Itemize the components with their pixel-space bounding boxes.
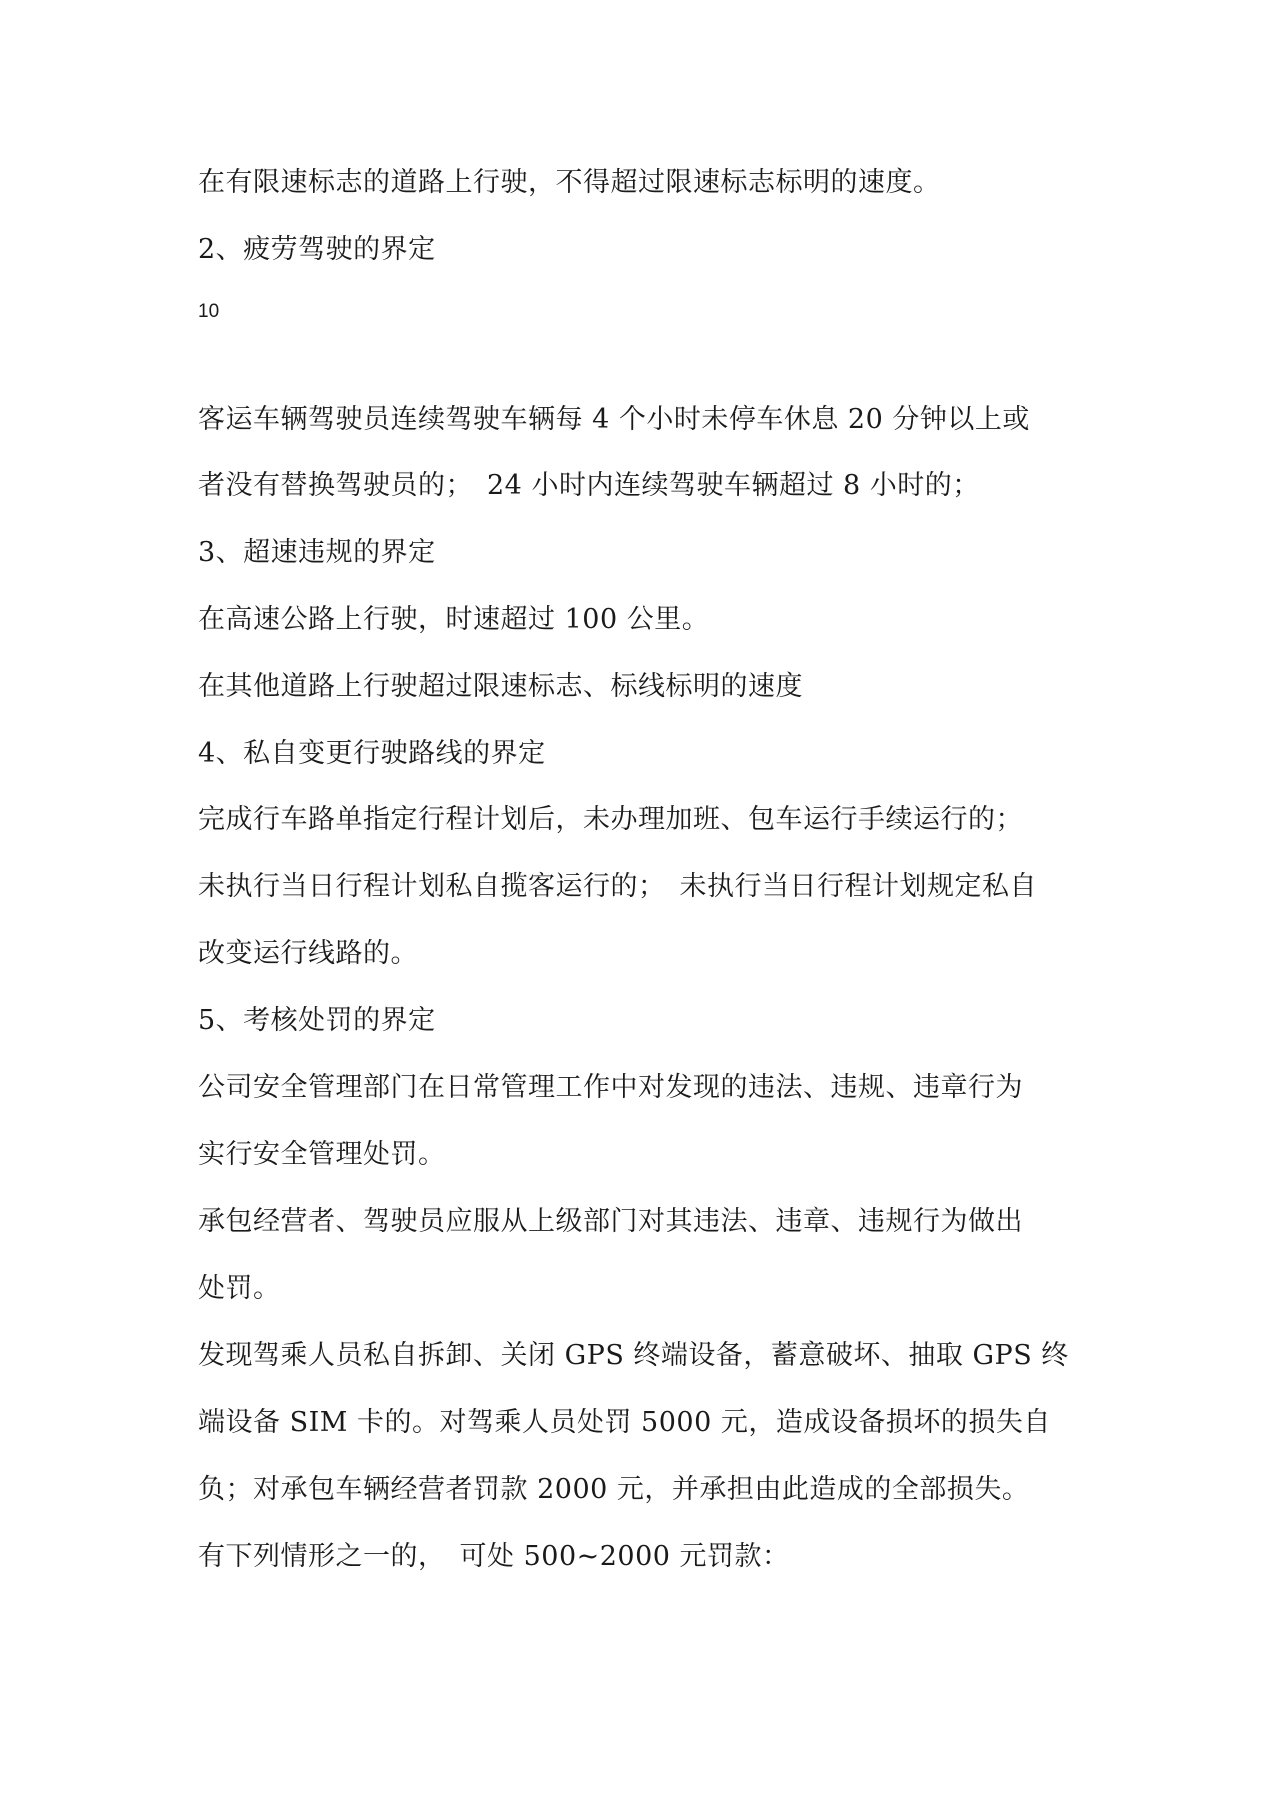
text-line-highway-speed: 在高速公路上行驶，时速超过 100 公里。 [198,604,710,635]
text-line-other-roads: 在其他道路上行驶超过限速标志、标线标明的速度 [198,671,803,702]
heading-route-change: 4、私自变更行驶路线的界定 [198,738,546,769]
text-line-penalty-end: 处罚。 [198,1273,281,1304]
text-line-safety-dept: 公司安全管理部门在日常管理工作中对发现的违法、违规、违章行为 [198,1072,1023,1103]
text-line-continuous-driving-cont: 者没有替换驾驶员的； 24 小时内连续驾驶车辆超过 8 小时的； [198,470,980,501]
text-line-safety-penalty: 实行安全管理处罚。 [198,1139,446,1170]
heading-speeding: 3、超速违规的界定 [198,537,436,568]
text-line-operator-fine: 负；对承包车辆经营者罚款 2000 元，并承担由此造成的全部损失。 [198,1474,1030,1505]
heading-penalties: 5、考核处罚的界定 [198,1005,436,1036]
text-line-fine-range: 有下列情形之一的， 可处 500~2000 元罚款： [198,1541,790,1572]
text-line-speed-sign: 在有限速标志的道路上行驶，不得超过限速标志标明的速度。 [198,167,941,198]
text-line-route-plan: 完成行车路单指定行程计划后，未办理加班、包车运行手续运行的； [198,804,1023,835]
text-line-route-changed: 改变运行线路的。 [198,938,418,969]
page-number: 10 [198,301,220,322]
text-line-operators-comply: 承包经营者、驾驶员应服从上级部门对其违法、违章、违规行为做出 [198,1206,1023,1237]
text-line-gps-sim: 端设备 SIM 卡的。对驾乘人员处罚 5000 元，造成设备损坏的损失自 [198,1407,1051,1438]
heading-fatigue-driving: 2、疲劳驾驶的界定 [198,234,436,265]
text-line-unplanned-passengers: 未执行当日行程计划私自揽客运行的； 未执行当日行程计划规定私自 [198,871,1037,902]
text-line-gps-tampering: 发现驾乘人员私自拆卸、关闭 GPS 终端设备，蓄意破坏、抽取 GPS 终 [198,1340,1069,1371]
text-line-continuous-driving: 客运车辆驾驶员连续驾驶车辆每 4 个小时未停车休息 20 分钟以上或 [198,404,1030,435]
